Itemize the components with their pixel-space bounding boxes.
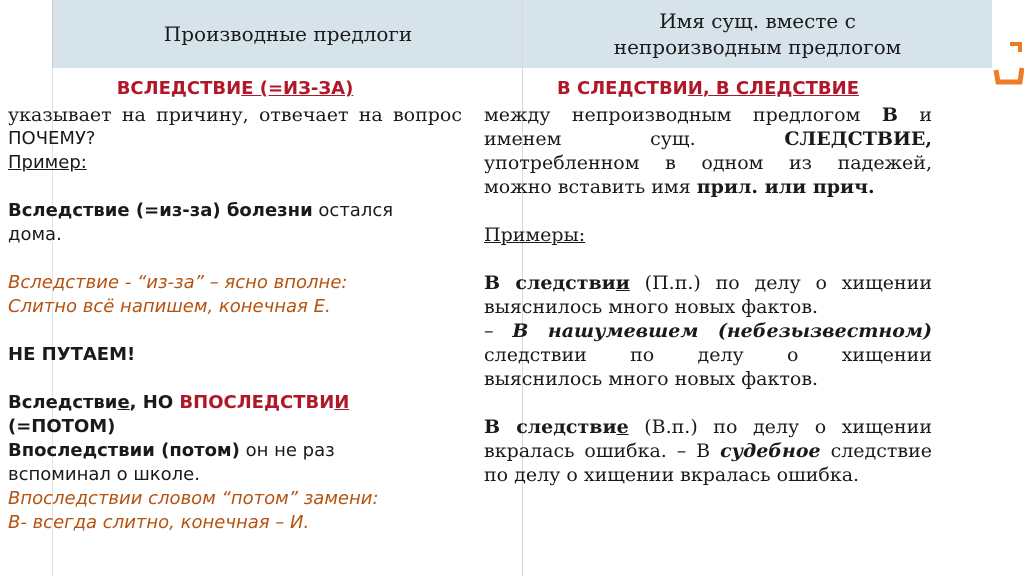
left-rule3: Впоследствии словом “потом” замени: — [8, 488, 379, 509]
left-example1-bold: Вследствие (=из-за) болезни — [8, 200, 313, 221]
right-title — [484, 77, 932, 101]
right-e3-line2-c: следствие — [820, 440, 932, 462]
left-example1 — [8, 199, 462, 223]
left-title-part3: (=ИЗ-ЗА) — [253, 78, 354, 99]
left-compare-b: е — [117, 392, 130, 413]
right-p4-b: прил. или прич. — [696, 176, 875, 198]
right-e2-line2: следствии по делу о хищении — [484, 344, 932, 366]
right-e1-line2: выяснилось много новых фактов. — [484, 296, 819, 318]
right-p1-a: между непроизводным предлогом — [484, 104, 882, 126]
left-compare — [8, 391, 462, 415]
right-title-part3: , В СЛЕДСТВИ — [702, 78, 847, 99]
header-right — [523, 0, 992, 69]
right-examples-label: Примеры: — [484, 224, 586, 246]
left-desc2: ПОЧЕМУ? — [8, 128, 96, 149]
left-rule1: Вследствие - “из-за” – ясно вполне: — [8, 272, 348, 293]
right-cell — [484, 77, 932, 487]
left-compare-c: , НО — [129, 392, 180, 413]
left-example2-bold: Впоследствии (потом) — [8, 440, 240, 461]
header-right-text: Имя сущ. вместе с непроизводным предлогом — [613, 9, 902, 59]
right-p2-a: именем сущ. — [484, 128, 785, 150]
left-desc: указывает на причину, отвечает на вопрос — [8, 104, 462, 126]
left-example-label: Пример: — [8, 152, 87, 173]
right-e2-line3: выяснилось много новых фактов. — [484, 368, 819, 390]
left-compare-a: Вследстви — [8, 392, 118, 413]
left-example2 — [8, 439, 462, 463]
right-title-part2: И — [687, 78, 703, 99]
left-example1-rest: остался — [312, 200, 394, 221]
left-title-part1: ВСЛЕДСТВИ — [116, 78, 242, 99]
left-rule4: В- всегда слитно, конечная – И. — [8, 512, 310, 533]
right-e2-b: В нашумевшем (небезызвестном) — [512, 320, 932, 342]
right-title-part4: Е — [846, 78, 859, 99]
right-e1-a: В следстви — [484, 272, 616, 294]
left-compare-line2: (=ПОТОМ) — [8, 416, 116, 437]
left-example2-line2: вспоминал о школе. — [8, 464, 200, 485]
left-example1-line2: дома. — [8, 224, 62, 245]
right-e2-a: – — [484, 320, 513, 342]
right-e1-b: и — [615, 272, 630, 294]
left-rule2: Слитно всё напишем, конечная Е. — [8, 296, 331, 317]
right-p3: употребленном в одном из падежей, — [484, 152, 932, 174]
right-e2 — [484, 319, 932, 343]
right-e1 — [484, 271, 932, 295]
right-p1-b: В — [881, 104, 898, 126]
corner-decoration-icon — [990, 42, 1024, 90]
right-title-part1: В СЛЕДСТВИ — [557, 78, 688, 99]
right-p1-c: и — [897, 104, 932, 126]
left-title-part2: Е — [241, 78, 254, 99]
right-e3-c: (В.п.) по делу о хищении — [628, 416, 932, 438]
right-e3-line2-a: вкралась ошибка. – В — [484, 440, 721, 462]
right-e3-a: В следстви — [484, 416, 617, 438]
right-e1-c: (П.п.) по делу о хищении — [629, 272, 932, 294]
left-compare-d: ВПОСЛЕДСТВИ — [179, 392, 335, 413]
right-p4-a: можно вставить имя — [484, 176, 697, 198]
right-e3-line3: по делу о хищении вкралась ошибка. — [484, 464, 860, 486]
right-p1 — [484, 103, 932, 127]
right-e3 — [484, 415, 932, 439]
left-example2-rest: он не раз — [239, 440, 335, 461]
left-warning: НЕ ПУТАЕМ! — [8, 344, 136, 365]
right-e3-line2 — [484, 439, 932, 463]
right-p4 — [484, 175, 932, 199]
left-cell — [8, 77, 462, 535]
left-compare-e: И — [334, 392, 350, 413]
right-p2-b: СЛЕДСТВИЕ, — [784, 128, 932, 150]
right-e3-line2-b: судебное — [720, 440, 821, 462]
right-e3-b: е — [616, 416, 629, 438]
left-title — [8, 77, 462, 101]
header-left-text: Производные предлоги — [163, 22, 413, 46]
right-p2 — [484, 127, 932, 151]
header-left — [52, 0, 523, 69]
